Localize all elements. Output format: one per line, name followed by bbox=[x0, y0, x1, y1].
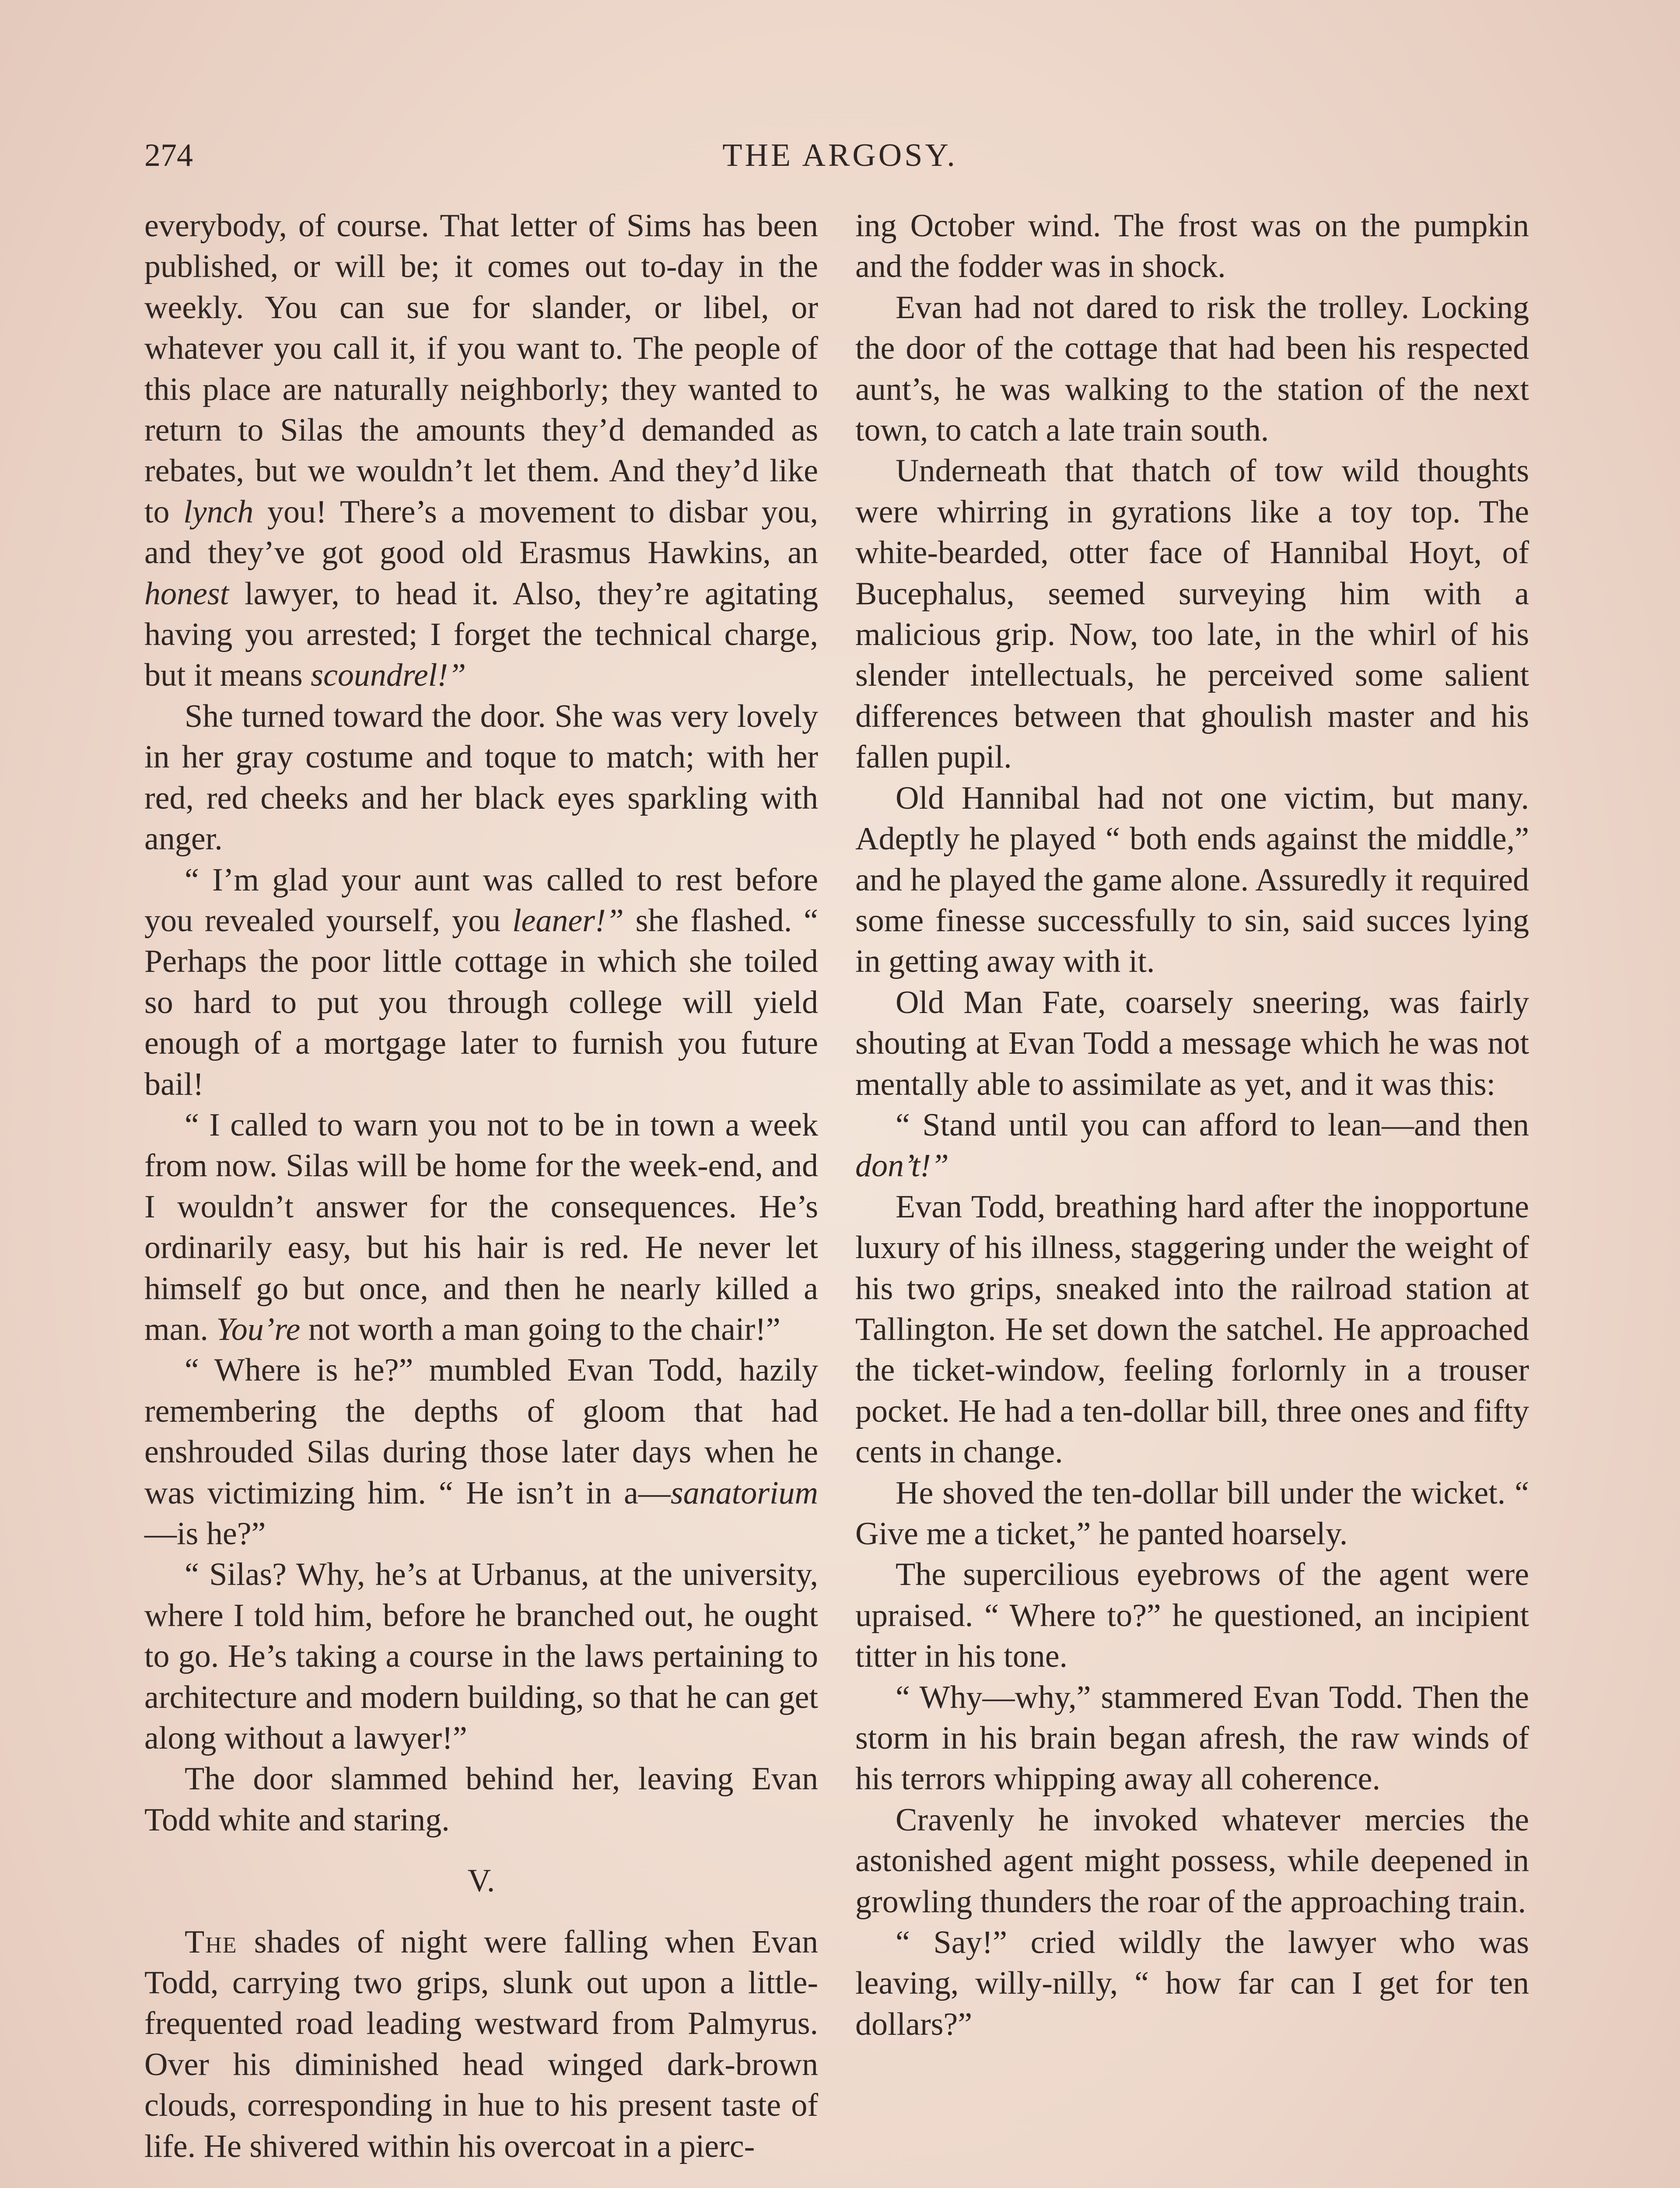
paragraph: Evan Todd, breathing hard after the inopportune luxury of his illness, staggering under the weight of his two grips, sneaked into the railroad station at Tallington. He set down the satchel. He approached the ticket-window, feeling forlornly in a trouser pocket. He had a ten-dollar bill, three ones and fifty cents in change. bbox=[855, 1189, 1529, 1470]
paragraph: The supercilious eyebrows of the agent were upraised. “ Where to?” he questioned, an incipient titter in his tone. bbox=[855, 1557, 1529, 1675]
left-column bbox=[144, 206, 818, 2167]
paragraph: “ I called to warn you not to be in town a week from now. Silas will be home for the week-end, and I wouldn’t answer for the consequences. He’s ordinarily easy, but his hair is red. He never let himself go but once, and then he nearly killed a man. You’re not worth a man going to the chair!” bbox=[144, 1107, 818, 1347]
paragraph: She turned toward the door. She was very lovely in her gray costume and toque to match; with her red, red cheeks and her black eyes sparkling with anger. bbox=[144, 698, 818, 857]
paragraph: Evan had not dared to risk the trolley. Locking the door of the cottage that had been his respected aunt’s, he was walking to the station of the next town, to catch a late train south. bbox=[855, 289, 1529, 449]
right-column bbox=[855, 206, 1529, 2045]
paragraph: Old Man Fate, coarsely sneering, was fairly shouting at Evan Todd a message which he was not mentally able to assimilate as yet, and it was this: bbox=[855, 984, 1529, 1102]
page-header bbox=[144, 131, 1536, 179]
paragraph: ing October wind. The frost was on the pumpkin and the fodder was in shock. bbox=[855, 208, 1529, 285]
paragraph: Underneath that thatch of tow wild thoughts were whirring in gyrations like a toy top. The white-bearded, otter face of Hannibal Hoyt, of Bucephalus, seemed surveying him with a malicious grip. Now, too late, in the whirl of his slender intellectuals, he perceived some salient differences between that ghoulish master and his fallen pupil. bbox=[855, 453, 1529, 775]
paragraph: He shoved the ten-dollar bill under the wicket. “ Give me a ticket,” he panted hoarsely. bbox=[855, 1475, 1529, 1552]
paragraph: “ Stand until you can afford to lean—and then don’t!” bbox=[855, 1107, 1529, 1184]
paragraph: “ I’m glad your aunt was called to rest before you revealed yourself, you leaner!” she flashed. “ Perhaps the poor little cottage in which she toiled so hard to put you through college will yield enough of a mortgage later to furnish you future bail! bbox=[144, 862, 818, 1102]
paragraph: “ Why—why,” stammered Evan Todd. Then the storm in his brain began afresh, the raw winds of his terrors whipping away all coherence. bbox=[855, 1679, 1529, 1797]
chapter-heading: V. bbox=[467, 1863, 495, 1899]
paragraph: everybody, of course. That letter of Sims has been published, or will be; it comes out to-day in the weekly. You can sue for slander, or libel, or whatever you call it, if you want to. The people of this place are naturally neighborly; they wanted to return to Silas the amounts they’d demanded as rebates, but we wouldn’t let them. And they’d like to lynch you! There’s a movement to disbar you, and they’ve got good old Erasmus Hawkins, an honest lawyer, to head it. Also, they’re agitating having you arrested; I forget the technical charge, but it means scoundrel!” bbox=[144, 208, 818, 694]
paragraph: “ Say!” cried wildly the lawyer who was leaving, willy-nilly, “ how far can I get for ten dollars?” bbox=[855, 1925, 1529, 2042]
paragraph: The shades of night were falling when Evan Todd, carrying two grips, slunk out upon a little-frequented road leading westward from Palmyrus. Over his diminished head winged dark-brown clouds, corresponding in hue to his present taste of life. He shivered within his overcoat in a pierc- bbox=[144, 1924, 818, 2164]
running-head: THE ARGOSY. bbox=[722, 137, 958, 173]
paragraph: Old Hannibal had not one victim, but many. Adeptly he played “ both ends against the middle,” and he played the game alone. Assuredly it required some finesse successfully to sin, said succes lying in getting away with it. bbox=[855, 780, 1529, 980]
paragraph: “ Where is he?” mumbled Evan Todd, hazily remembering the depths of gloom that had enshrouded Silas during those later days when he was victimizing him. “ He isn’t in a—sanatorium—is he?” bbox=[144, 1352, 818, 1552]
paragraph: Cravenly he invoked whatever mercies the astonished agent might possess, while deepened in growling thunders the roar of the approaching train. bbox=[855, 1802, 1529, 1920]
page-number: 274 bbox=[144, 137, 193, 173]
paragraph: “ Silas? Why, he’s at Urbanus, at the university, where I told him, before he branched out, he ought to go. He’s taking a course in the laws pertaining to architecture and modern building, so that he can get along without a lawyer!” bbox=[144, 1557, 818, 1757]
paragraph: The door slammed behind her, leaving Evan Todd white and staring. bbox=[144, 1761, 818, 1838]
